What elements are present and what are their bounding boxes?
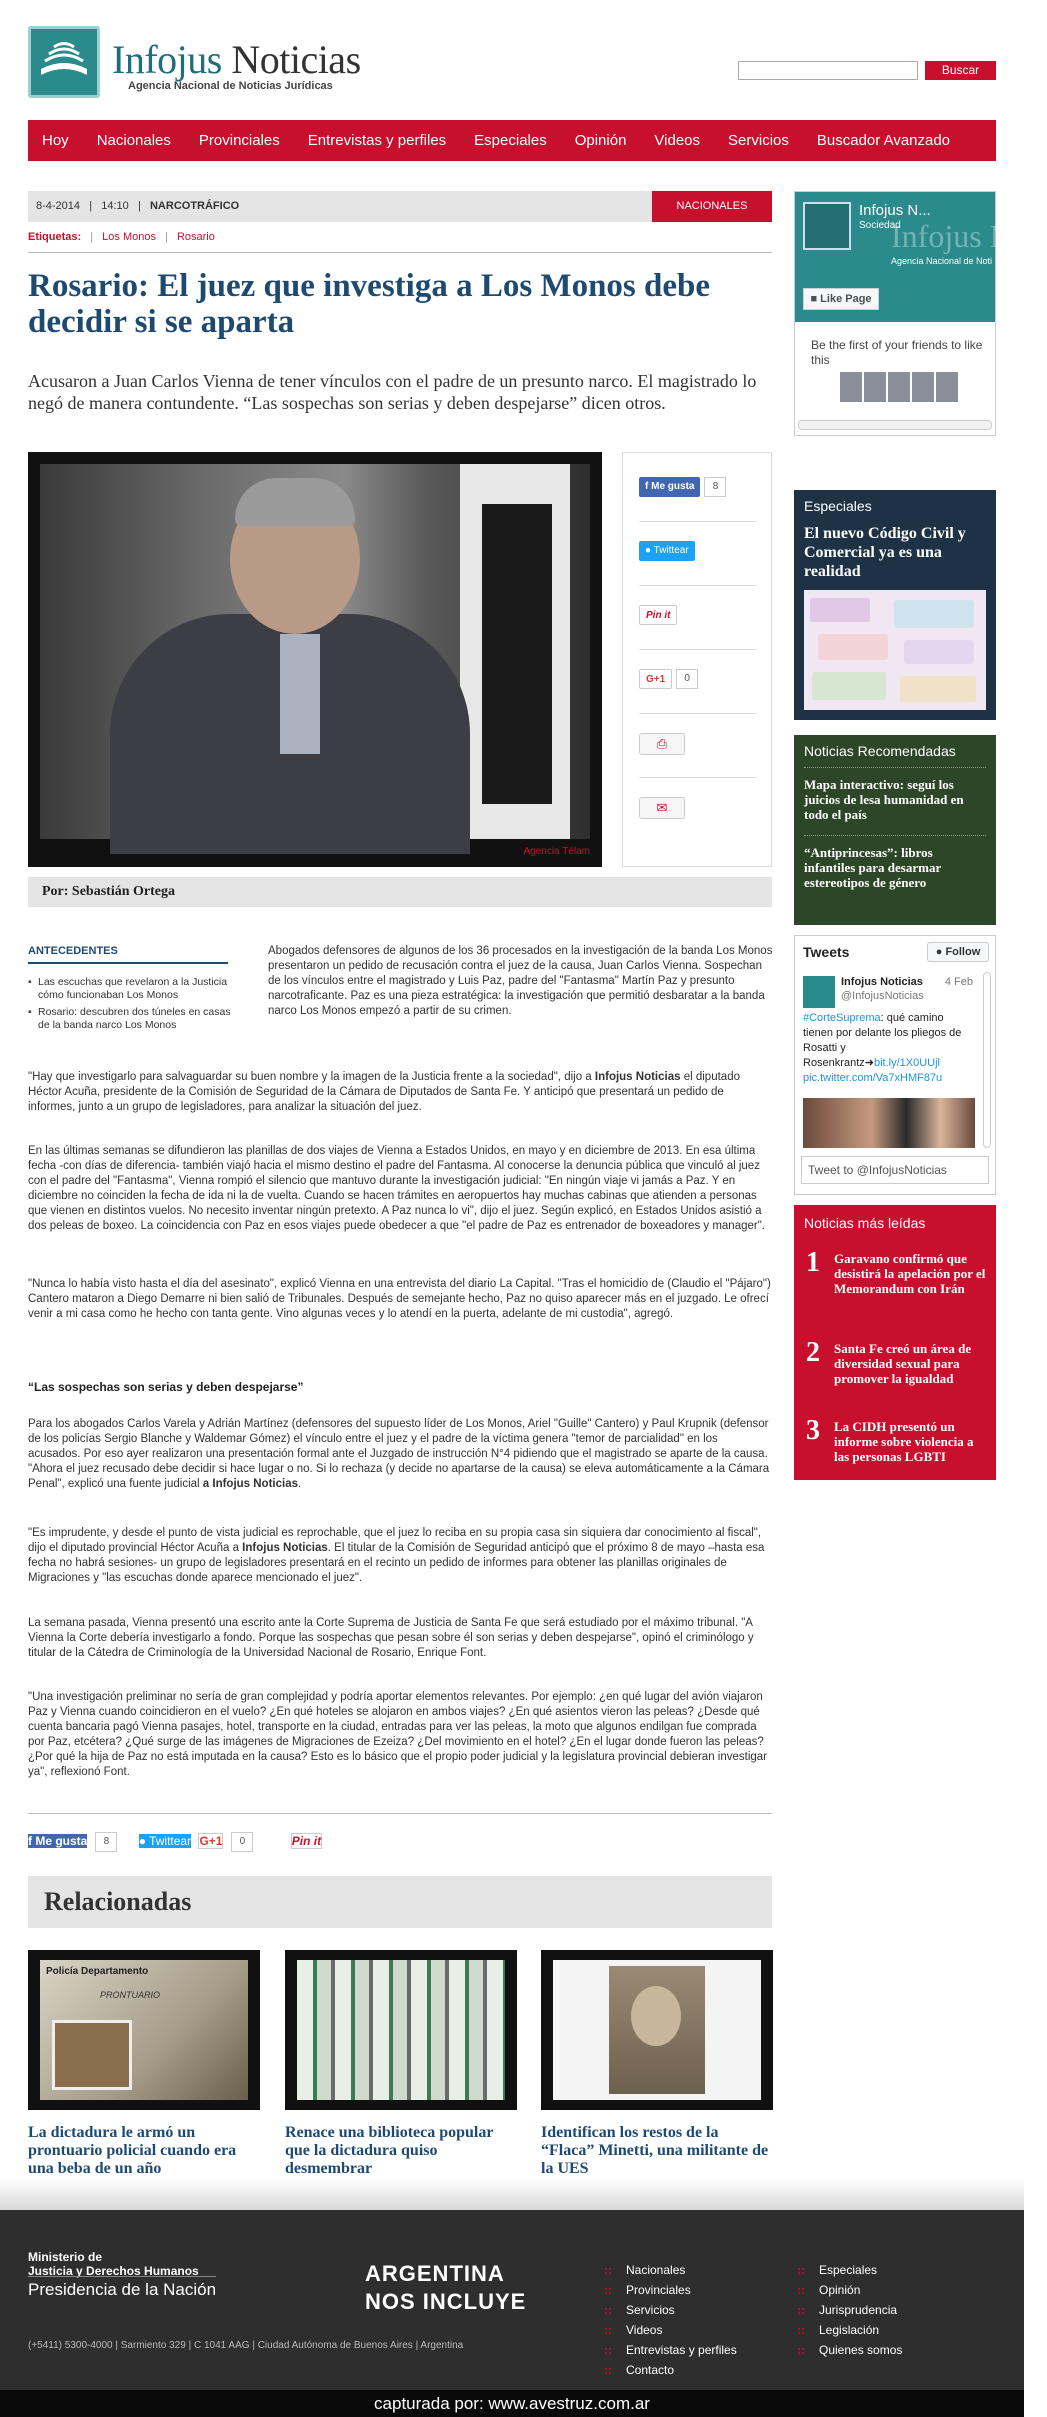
facebook-friends-text: Be the first of your friends to like this <box>811 338 983 367</box>
antecedentes-heading: ANTECEDENTES <box>28 945 228 964</box>
related-image[interactable] <box>285 1950 517 2110</box>
share-row-facebook <box>639 477 757 501</box>
book-icon <box>37 35 91 89</box>
divider <box>804 767 986 768</box>
tagline: Agencia Nacional de Noticias Jurídicas <box>128 80 333 92</box>
article-time: 14:10 <box>101 200 129 212</box>
main-nav <box>28 120 996 161</box>
footer-link[interactable]: :: Jurisprudencia <box>797 2300 902 2320</box>
article-title: Rosario: El juez que investiga a Los Monos debe decidir si se aparta <box>28 268 711 340</box>
tags-label: Etiquetas: <box>28 231 82 243</box>
article-category[interactable]: NARCOTRÁFICO <box>149 200 240 212</box>
tweet-to-button[interactable]: Tweet to @InfojusNoticias <box>801 1156 989 1184</box>
print-button[interactable] <box>639 733 685 755</box>
related-title[interactable]: La dictadura le armó un prontuario policial cuando era una beba de un año <box>28 2124 237 2177</box>
gplus-count: 0 <box>676 669 698 689</box>
capture-credit-bar: capturada por: www.avestruz.com.ar <box>0 2390 1024 2417</box>
related-image[interactable] <box>541 1950 773 2110</box>
article-paragraph: "Una investigación preliminar no sería de gran complejidad y podría aportar elementos relevantes. Por ejemplo: ¿en qué lugar del avión viajaron Paz y Vienna cuando coincidieron en el vuelo? ¿En qué hoteles se alojaron en ambos viajes? ¿En qué asientos vieron las peleas? ¿Desde qué cuenta bancaria pagó Vienna pasajes, hotel, transporte en la ciudad, entradas para ver las peleas, la moto que algunos endilgan fue comprada por Paz, etcétera? ¿Qué surge de las imágenes de Migraciones de Ezeiza? ¿Del movimiento en el hotel? ¿En el lugar donde fueron las peleas? ¿Por qué la hija de Paz no está imputada en la causa? Esto es lo básico que el propio poder judicial y la legislatura provincial debieran investigar ya", reflexionó Font. <box>28 1691 767 1778</box>
avatar[interactable] <box>864 372 886 402</box>
tweet-handle[interactable]: @InfojusNoticias <box>841 990 924 1002</box>
article-paragraph: La semana pasada, Vienna presentó una escrito ante la Corte Suprema de Justicia de Santa Fe que será estudiado por el máximo tribunal. "A Vienna la Corte debería investigarlo a fondo. Porque las sospechas que pesan sobre él son serias y deben despejarse", opinó el criminólogo y titular de la Cátedra de Criminología de la Universidad Nacional de Rosario, Enrique Font. <box>28 1617 754 1659</box>
twitter-bird-icon: ● <box>645 545 652 556</box>
facebook-page-thumbnail[interactable] <box>803 202 851 250</box>
tag-link[interactable]: Los Monos <box>102 231 156 243</box>
nav-item-entrevistas[interactable]: Entrevistas y perfiles <box>307 132 447 149</box>
avatar[interactable] <box>912 372 934 402</box>
related-item[interactable] <box>28 1950 260 2178</box>
article-photo-frame <box>28 452 602 867</box>
pin-it-button[interactable]: Pin it <box>291 1834 322 1849</box>
footer-link[interactable]: :: Entrevistas y perfiles <box>604 2340 737 2360</box>
tweet-user[interactable]: Infojus Noticias <box>841 976 923 988</box>
twitter-bird-icon: ● <box>138 1834 146 1849</box>
article-paragraph: En las últimas semanas se difundieron las planillas de dos viajes de Vienna a Estados Unidos, en mayo y en diciembre de 2013. En esa última fecha -con días de diferencia- también viajó hacia el mismo destino el padre del Fantasma. Al conocerse la denuncia pública que vinculó al juez con el padre del "Fantasma", Vienna rompió el silencio que mantuvo durante la investigación judicial: "En ningún viaje vi jamás a Paz. Y en diciembre no coinciden la fecha de ida ni la de vuelta. Cuando se hacen trámites en aeropuertos hay muchas cabinas que atienden a personas que vienen en distintos vuelos. No necesito inventar ningún pretexto. A Paz nunca lo vi", dijo el juez. Según explicó, en Estados Unidos asistió a dos peleas de boxeo. La coincidencia con Paz en esos viajes puede obedecer a que "el padre de Paz es entrenador de boxeadores y manager". <box>28 1145 765 1232</box>
tag-link[interactable]: Rosario <box>176 231 215 243</box>
footer-link[interactable]: :: Nacionales <box>604 2260 737 2280</box>
gplus-count: 0 <box>231 1832 253 1852</box>
share-bar-bottom <box>28 1832 326 1854</box>
share-box <box>622 452 772 867</box>
facebook-cover-text: Infojus Noti <box>891 218 1047 254</box>
site-header <box>0 0 1024 120</box>
facebook-page-type: Sociedad <box>859 220 901 231</box>
share-row-pinterest <box>639 605 757 629</box>
rank-number: 1 <box>806 1247 820 1278</box>
tags-row: Etiquetas: | Los Monos | Rosario <box>28 231 215 243</box>
especiales-image[interactable] <box>804 590 986 710</box>
facebook-page-name[interactable]: Infojus N... <box>859 202 931 219</box>
article-paragraph: "Nunca lo había visto hasta el día del asesinato", explicó Vienna en una entrevista del diario La Capital. "Tras el homicidio de (Claudio el "Pájaro") Cantero mataron a Diego Demarre ni bien salió de Tribunales. Después de semejante hecho, Paz no quiso aparecer más en el juzgado. Le ofrecí venir a mi casa como he hecho con tanta gente. Vino algunas veces y lo atendí en la puerta, adelante de mi custodia", agregó. <box>28 1278 771 1320</box>
related-title[interactable]: Renace una biblioteca popular que la dictadura quiso desmembrar <box>285 2124 494 2177</box>
related-image[interactable] <box>28 1950 260 2110</box>
share-row-print <box>639 733 757 757</box>
like-count: 8 <box>95 1832 117 1852</box>
recomendadas-box <box>794 735 996 925</box>
divider <box>639 585 757 586</box>
brand-noticias: Noticias <box>221 37 361 82</box>
related-title[interactable]: Identifican los restos de la “Flaca” Minetti, una militante de la UES <box>541 2124 769 2177</box>
footer-link[interactable]: :: Servicios <box>604 2300 737 2320</box>
facebook-like-button[interactable]: f Me gusta <box>28 1834 88 1849</box>
tweet-button[interactable]: ● Twittear <box>138 1834 192 1849</box>
recomendada-link[interactable]: Mapa interactivo: seguí los juicios de lesa humanidad en todo el país <box>804 777 964 822</box>
rank-number: 2 <box>806 1337 820 1368</box>
like-count: 8 <box>704 477 726 497</box>
especiales-title[interactable]: El nuevo Código Civil y Comercial ya es una realidad <box>804 525 966 580</box>
search-button[interactable]: Buscar <box>925 61 996 80</box>
avatar[interactable] <box>803 976 835 1008</box>
article-paragraph: Para los abogados Carlos Varela y Adrián Martínez (defensores del supuesto líder de Los Monos, Ariel "Guille" Cantero) y Paul Krupnik (defensor de los policías Sergio Blanche y Waldemar Gómez) el vínculo entre el juez y el padre de la víctima genera "temor de parcialidad" en los acusados. Por eso ayer realizaron una presentación formal ante el Juzgado de instrucción N°4 pidiendo que el magistrado se aparte de la causa. "Ahora el juez recusado debe decidir si hace lugar o no. Si lo rechaza (y decide no apartarse de la causa) se eleva automáticamente a la Cámara Penal", explicó una fuente judicial a Infojus Noticias. <box>28 1418 770 1490</box>
recomendada-link[interactable]: “Antiprincesas”: libros infantiles para desarmar estereotipos de género <box>804 845 941 890</box>
pin-it-button[interactable]: Pin it <box>639 605 677 625</box>
facebook-like-button[interactable]: f Me gusta <box>639 477 700 497</box>
divider <box>639 777 757 778</box>
nav-item-nacionales[interactable]: Nacionales <box>96 132 171 149</box>
twitter-bird-icon: ● <box>935 946 943 958</box>
footer-link[interactable]: :: Especiales <box>797 2260 902 2280</box>
search-input[interactable] <box>738 61 918 80</box>
infojus-logo-icon[interactable] <box>28 26 100 98</box>
gplus-button[interactable]: G+1 <box>639 669 672 689</box>
nav-item-buscador[interactable]: Buscador Avanzado <box>816 132 951 149</box>
divider <box>28 1813 772 1814</box>
nav-item-servicios[interactable]: Servicios <box>728 132 789 149</box>
article-subhead: “Las sospechas son serias y deben despejarse” <box>28 1380 304 1394</box>
facebook-icon: ■ <box>810 293 818 305</box>
article-intro: Abogados defensores de algunos de los 36 procesados en la investigación de la banda Los Monos presentaron un pedido de recusación contra el juez de la causa, Juan Carlos Vienna. Sospechan de los vínculos entre el magistrado y Luis Paz, padre del "Fantasma" Martín Paz y presunto narcotraficante. Paz es una pieza estratégica: la investigación que permitió desbaratar a la banda narco Los Monos empezó a partir de su crimen. <box>268 945 773 1017</box>
tweet-button[interactable]: ● Twittear <box>639 541 695 561</box>
footer-link[interactable]: :: Contacto <box>604 2360 737 2380</box>
follow-button[interactable]: ● Follow <box>927 942 989 962</box>
article-date: 8-4-2014 <box>36 200 81 212</box>
nav-item-hoy[interactable]: Hoy <box>42 132 69 149</box>
envelope-icon: ✉ <box>656 800 668 815</box>
tweets-scrollbar[interactable] <box>983 972 991 1148</box>
mas-leida-link[interactable]: Santa Fe creó un área de diversidad sexual para promover la igualdad <box>834 1341 972 1386</box>
presidencia-text: Presidencia de la Nación <box>28 2276 216 2300</box>
footer-links-col2 <box>797 2260 902 2360</box>
facebook-like-page-button[interactable]: ■ Like Page <box>803 288 879 310</box>
facebook-page-widget <box>794 191 1047 436</box>
article-paragraph: "Hay que investigarlo para salvaguardar su buen nombre y la imagen de la Justicia frente a la sociedad", dijo a Infojus Noticias el diputado Héctor Acuña, presidente de la Comisión de Seguridad de la Cámara de Diputados de Santa Fe. Y anticipó que presentará un pedido de informes, junto a un grupo de legisladores, para analizar la situación del juez. <box>28 1071 740 1113</box>
argentina-nos-incluye-logo[interactable]: ARGENTINA NOS INCLUYE <box>365 2261 527 2314</box>
article-author: Por: Sebastián Ortega <box>28 877 772 907</box>
site-footer <box>0 2210 1024 2390</box>
rank-number: 3 <box>806 1415 820 1446</box>
antecedente-link[interactable]: ▪ Las escuchas que revelaron a la Justicia cómo funcionaban Los Monos <box>28 976 233 1002</box>
article-photo[interactable] <box>40 464 590 839</box>
especiales-heading: Especiales <box>804 498 872 514</box>
tweet-image[interactable] <box>803 1098 975 1148</box>
article-meta-bar <box>28 191 772 222</box>
footer-link[interactable]: :: Videos <box>604 2320 737 2340</box>
antecedentes-list <box>28 976 233 1036</box>
footer-links-col1 <box>604 2260 737 2380</box>
tweet-hashtag[interactable]: #CorteSuprema <box>803 1012 881 1024</box>
section-badge[interactable]: NACIONALES <box>652 191 772 222</box>
tweet-text: #CorteSuprema: qué camino tienen por delante los pliegos de Rosatti y Rosenkrantz➜bit.ly/1X0UUjl pic.twitter.com/Va7xHMF87u <box>803 1012 962 1084</box>
related-heading: Relacionadas <box>28 1876 772 1928</box>
divider <box>28 252 772 253</box>
footer-link[interactable]: :: Opinión <box>797 2280 902 2300</box>
related-image-caption: Policía Departamento <box>46 1966 149 1977</box>
avatar[interactable] <box>840 372 862 402</box>
mas-leida-link[interactable]: La CIDH presentó un informe sobre violencia a las personas LGBTI <box>834 1419 974 1464</box>
related-item[interactable] <box>285 1950 517 2178</box>
nav-item-videos[interactable]: Videos <box>654 132 701 149</box>
brand-name[interactable] <box>112 36 361 83</box>
tweet-link[interactable]: bit.ly/1X0UUjl <box>873 1057 940 1069</box>
divider <box>639 649 757 650</box>
recomendadas-heading: Noticias Recomendadas <box>804 743 956 759</box>
nav-item-provinciales[interactable]: Provinciales <box>198 132 280 149</box>
antecedente-link[interactable]: ▪ Rosario: descubren dos túneles en casas de la banda narco Los Monos <box>28 1006 233 1032</box>
mas-leida-link[interactable]: Garavano confirmó que desistirá la apelación por el Memorandum con Irán <box>834 1251 986 1296</box>
article-paragraph: "Es imprudente, y desde el punto de vista judicial es reprochable, que el juez lo reciba en su propia casa sin siquiera dar conocimiento al fiscal", dijo el diputado provincial Héctor Acuña a Infojus Noticias. El titular de la Comisión de Seguridad anticipó que el próximo 8 de mayo –hasta esa fecha no habrá sesiones- un grupo de legisladores presentará en el recinto un pedido de informes para obtener las planillas originales de Migraciones y "las escuchas donde aparece mencionado el juez". <box>28 1527 765 1584</box>
twitter-widget <box>794 935 996 1195</box>
tweets-heading: Tweets <box>803 944 850 960</box>
article-lead: Acusaron a Juan Carlos Vienna de tener vínculos con el padre de un presunto narco. El magistrado lo negó de manera contundente. “Las sospechas son serias y deben despejarse” dicen otros. <box>28 371 757 413</box>
divider <box>639 713 757 714</box>
facebook-cover-subtext: Agencia Nacional de Noti <box>891 256 993 266</box>
photo-credit: Agencia Télam <box>523 846 590 857</box>
nav-item-opinion[interactable]: Opinión <box>574 132 627 149</box>
facebook-icon: f <box>645 481 649 492</box>
facebook-widget-scrollbar[interactable] <box>798 420 992 430</box>
nav-item-especiales[interactable]: Especiales <box>474 132 547 149</box>
tweet-link[interactable]: pic.twitter.com/Va7xHMF87u <box>803 1072 943 1084</box>
divider <box>804 835 986 836</box>
share-row-twitter <box>639 541 757 565</box>
mas-leidas-box <box>794 1205 996 1480</box>
avatar[interactable] <box>888 372 910 402</box>
ministry-logo[interactable]: Ministerio de Justicia y Derechos Humanos <box>28 2250 199 2278</box>
facebook-friend-avatars <box>840 372 960 405</box>
footer-address: (+5411) 5300-4000 | Sarmiento 329 | C 1041 AAG | Ciudad Autónoma de Buenos Aires | Argentina <box>28 2340 464 2351</box>
share-row-email <box>639 797 757 821</box>
related-image-caption: PRONTUARIO <box>100 1990 161 2000</box>
tweet-date[interactable]: 4 Feb <box>944 976 973 988</box>
especiales-box <box>794 490 996 720</box>
printer-icon: ⎙ <box>656 736 668 751</box>
footer-link[interactable]: :: Legislación <box>797 2320 902 2340</box>
avatar[interactable] <box>936 372 958 402</box>
share-row-gplus <box>639 669 757 693</box>
gplus-button[interactable]: G+1 <box>199 1834 223 1849</box>
facebook-cover[interactable] <box>795 192 1047 322</box>
article-meta: 8-4-2014 | 14:10 | NARCOTRÁFICO <box>36 200 240 212</box>
related-item[interactable] <box>541 1950 773 2178</box>
divider <box>639 521 757 522</box>
mas-leidas-heading: Noticias más leídas <box>804 1215 926 1231</box>
email-button[interactable] <box>639 797 685 819</box>
brand-infojus: Infojus <box>112 37 222 82</box>
facebook-icon: f <box>28 1834 32 1849</box>
footer-link[interactable]: :: Provinciales <box>604 2280 737 2300</box>
footer-link[interactable]: :: Quienes somos <box>797 2340 902 2360</box>
